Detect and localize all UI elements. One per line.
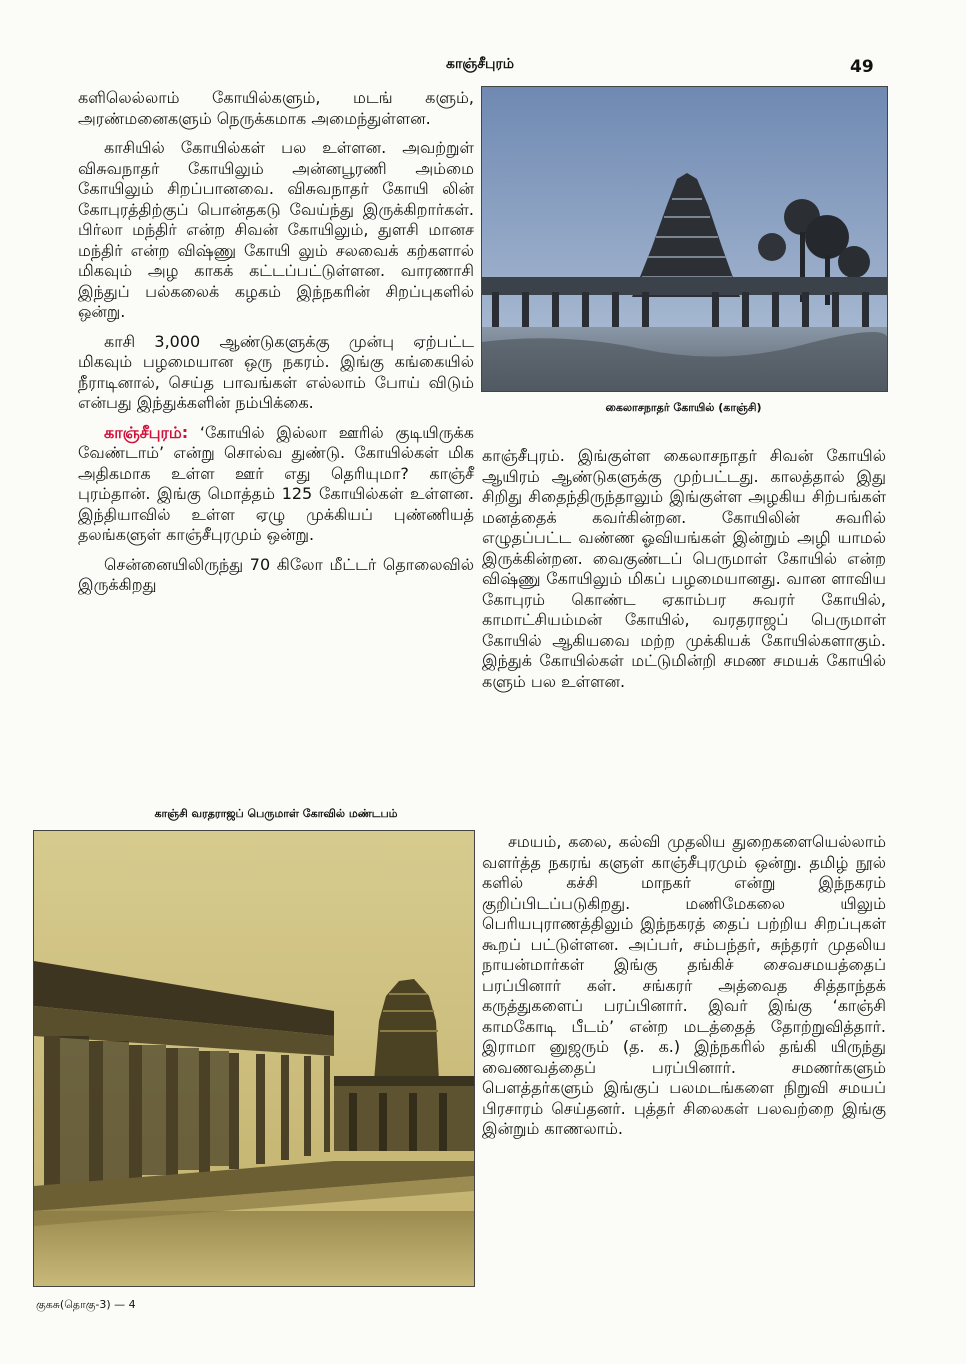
section-lead-heading: காஞ்சீபுரம்: — [104, 422, 189, 442]
paragraph: காஞ்சீபுரம். இங்குள்ள கைலாசநாதர் சிவன் கோயில் ஆயிரம் ஆண்டுகளுக்கு முற்பட்டது. காலத்தால் இது சிறிது சிதைந்திருந்தாலும் இங்குள்ள அழகிய சிற்பங்கள் மனத்தைக் கவர்கின்றன. கோயிலின் சுவரில் எழுதப்பட்ட வண்ண ஓவியங்கள் இன்றும் அழி யாமல் இருக்கின்றன. வைகுண்டப் பெருமாள் கோயில் என்ற விஷ்ணு கோயிலும் மிகப் பழமையானது. வான ளாவிய கோபுரம் கொண்ட ஏகாம்பர சுவரர் கோயில், காமாட்சியம்மன் கோயில், வரதராஜப் பெருமாள் கோயில் ஆகியவை மற்ற முக்கியக் கோயில்களாகும். இந்துக் கோயில்கள் மட்டுமின்றி சமண சமயக் கோயில் களும் பல உள்ளன. — [482, 446, 886, 691]
kailasanathar-temple-photo — [481, 86, 888, 392]
right-column-top — [482, 446, 886, 701]
paragraph: சென்னையிலிருந்து 70 கிலோ மீட்டர் தொலைவில் இருக்கிறது — [78, 554, 474, 594]
figure-caption: கைலாசநாதர் கோயில் (காஞ்சி) — [605, 401, 762, 414]
varadaraja-mandapam-photo — [33, 830, 475, 1287]
page-number: 49 — [850, 57, 874, 77]
right-column-bottom — [482, 832, 886, 1149]
running-title: காஞ்சீபுரம் — [446, 56, 514, 72]
left-column — [78, 88, 474, 605]
paragraph-body: ‘கோயில் இல்லா ஊரில் குடியிருக்க வேண்டாம்’ என்று சொல்வ துண்டு. கோயில்கள் மிக அதிகமாக உள்ள ஊர் எது தெரியுமா? காஞ்சீ புரம்தான். இங்கு மொத்தம் 125 கோயில்கள் உள்ளன. இந்தியாவில் உள்ள ஏழு முக்கியப் புண்ணியத் தலங்களுள் காஞ்சீபுரமும் ஒன்று. — [78, 422, 474, 544]
paragraph: காசியில் கோயில்கள் பல உள்ளன. அவற்றுள் விசுவநாதர் கோயிலும் அன்னபூரணி அம்மை கோயிலும் சிறப்பானவை. விசுவநாதர் கோயி லின் கோபுரத்திற்குப் பொன்தகடு வேய்ந்து இருக்கிறார்கள். பிர்லா மந்திர் என்ற சிவன் கோயிலும், துளசி மானச மந்திர் என்ற விஷ்ணு கோயி லும் சலவைக் கற்களால் மிகவும் அழ காகக் கட்டப்பட்டுள்ளன. வாரணாசி இந்துப் பல்கலைக் கழகம் இந்நகரின் சிறப்புகளில் ஒன்று. — [78, 138, 474, 321]
paragraph: சமயம், கலை, கல்வி முதலிய துறைகளையெல்லாம் வளர்த்த நகரங் களுள் காஞ்சீபுரமும் ஒன்று. தமிழ் நூல் களில் கச்சி மாநகர் என்று இந்நகரம் குறிப்பிடப்படுகிறது. மணிமேகலை யிலும் பெரியபுராணத்திலும் இந்நகரத் தைப் பற்றிய சிறப்புகள் கூறப் பட்டுள்ளன. அப்பர், சம்பந்தர், சுந்தரர் முதலிய நாயன்மார்கள் இங்கு தங்கிச் சைவசமயத்தைப் பரப்பினார் கள். சங்கரர் அத்வைத சித்தாந்தக் கருத்துகளைப் பரப்பினார். இவர் இங்கு ‘காஞ்சி காமகோடி பீடம்’ என்ற மடத்தைத் தோற்றுவித்தார். இராமா னுஜரும் (த. க.) இந்நகரில் தங்கி யிருந்து வைணவத்தைப் பரப்பினார். சமணர்களும் பௌத்தர்களும் இங்குப் பலமடங்களை நிறுவி சமயப் பிரசாரம் செய்தனர். புத்தர் சிலைகள் பலவற்றை இங்கு இன்றும் காணலாம். — [482, 832, 886, 1138]
paragraph-kanchipuram — [78, 423, 474, 546]
paragraph: களிலெல்லாம் கோயில்களும், மடங் களும், அரண்மனைகளும் நெருக்கமாக அமைந்துள்ளன. — [78, 88, 474, 128]
paragraph: காசி 3,000 ஆண்டுகளுக்கு முன்பு ஏற்பட்ட மிகவும் பழமையான ஒரு நகரம். இங்கு கங்கையில் நீராடினால், செய்த பாவங்கள் எல்லாம் போய் விடும் என்பது இந்துக்களின் நம்பிக்கை. — [78, 331, 474, 412]
footer-note: குகசு(தொகு-3) — 4 — [36, 1298, 136, 1311]
figure-caption: காஞ்சி வரதராஜப் பெருமாள் கோவில் மண்டபம் — [154, 807, 398, 820]
